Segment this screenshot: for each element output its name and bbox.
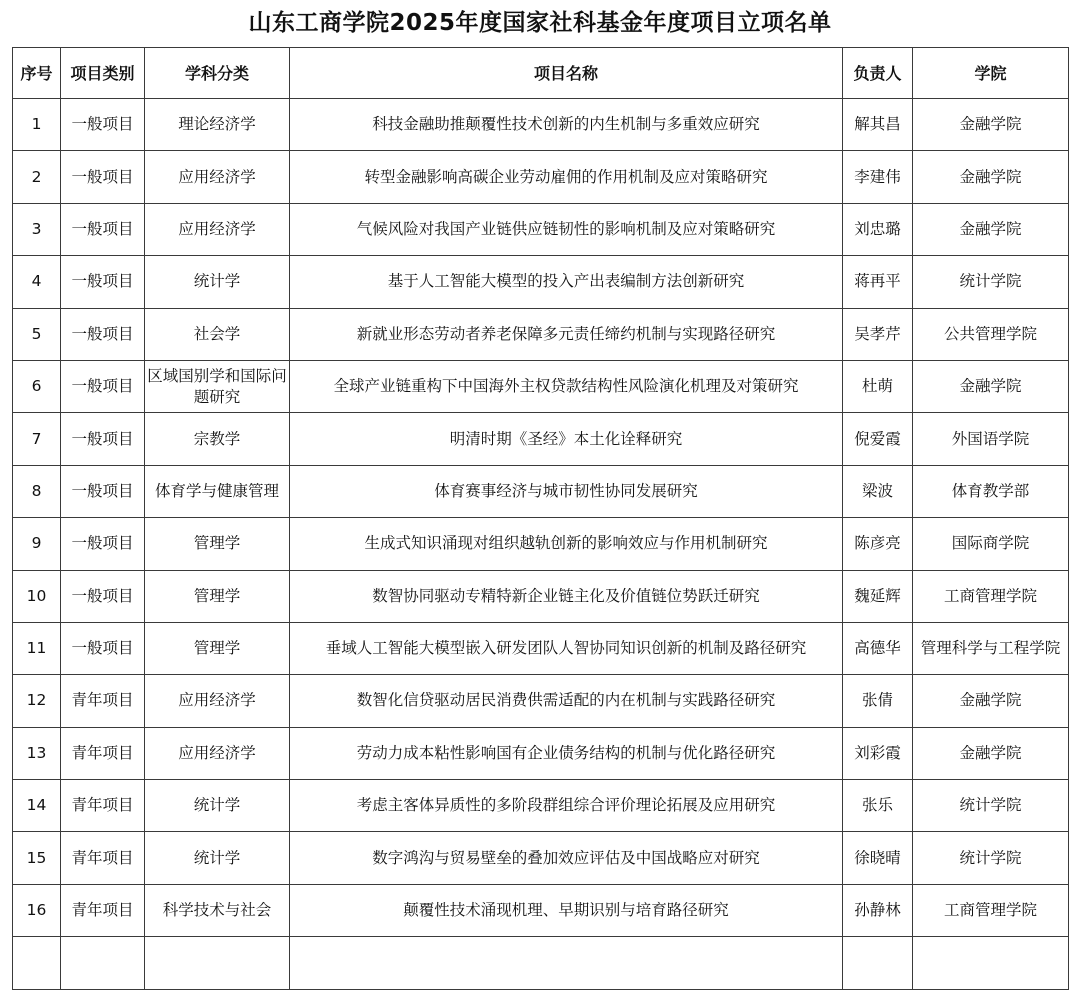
project-leader-cell: 高德华 xyxy=(843,622,913,674)
discipline-cell: 宗教学 xyxy=(145,413,290,465)
project-leader-cell: 杜萌 xyxy=(843,360,913,412)
project-category-cell: 青年项目 xyxy=(61,780,145,832)
project-leader-cell: 魏延辉 xyxy=(843,570,913,622)
college-cell: 统计学院 xyxy=(913,832,1069,884)
project-name-cell: 劳动力成本粘性影响国有企业债务结构的机制与优化路径研究 xyxy=(290,727,843,779)
project-leader-cell: 蒋再平 xyxy=(843,256,913,308)
project-leader-cell: 梁波 xyxy=(843,465,913,517)
table-row xyxy=(13,99,1069,151)
partial-cell xyxy=(13,937,61,989)
college-cell: 体育教学部 xyxy=(913,465,1069,517)
project-name-cell: 垂域人工智能大模型嵌入研发团队人智协同知识创新的机制及路径研究 xyxy=(290,622,843,674)
college-cell: 金融学院 xyxy=(913,360,1069,412)
discipline-cell: 统计学 xyxy=(145,256,290,308)
project-name-cell: 科技金融助推颠覆性技术创新的内生机制与多重效应研究 xyxy=(290,99,843,151)
table-row xyxy=(13,780,1069,832)
project-category-cell: 一般项目 xyxy=(61,360,145,412)
discipline-cell: 科学技术与社会 xyxy=(145,884,290,936)
discipline-cell: 应用经济学 xyxy=(145,675,290,727)
table-row xyxy=(13,465,1069,517)
row-number-cell: 11 xyxy=(13,622,61,674)
project-leader-cell: 张倩 xyxy=(843,675,913,727)
project-category-cell: 一般项目 xyxy=(61,151,145,203)
college-cell: 公共管理学院 xyxy=(913,308,1069,360)
discipline-cell: 管理学 xyxy=(145,570,290,622)
discipline-cell: 体育学与健康管理 xyxy=(145,465,290,517)
discipline-cell: 区域国别学和国际问题研究 xyxy=(145,360,290,412)
college-cell: 金融学院 xyxy=(913,151,1069,203)
project-category-cell: 一般项目 xyxy=(61,622,145,674)
project-leader-cell: 解其昌 xyxy=(843,99,913,151)
project-name-cell: 数智化信贷驱动居民消费供需适配的内在机制与实践路径研究 xyxy=(290,675,843,727)
table-row xyxy=(13,675,1069,727)
row-number-cell: 16 xyxy=(13,884,61,936)
partial-cell xyxy=(290,937,843,989)
row-number-cell: 7 xyxy=(13,413,61,465)
project-category-cell: 一般项目 xyxy=(61,99,145,151)
table-row xyxy=(13,151,1069,203)
project-name-cell: 体育赛事经济与城市韧性协同发展研究 xyxy=(290,465,843,517)
project-leader-cell: 张乐 xyxy=(843,780,913,832)
college-cell: 金融学院 xyxy=(913,727,1069,779)
project-category-cell: 一般项目 xyxy=(61,308,145,360)
row-number-cell: 9 xyxy=(13,518,61,570)
college-cell: 金融学院 xyxy=(913,99,1069,151)
college-cell: 管理科学与工程学院 xyxy=(913,622,1069,674)
project-leader-cell: 徐晓晴 xyxy=(843,832,913,884)
project-name-cell: 明清时期《圣经》本土化诠释研究 xyxy=(290,413,843,465)
college-cell: 外国语学院 xyxy=(913,413,1069,465)
college-cell: 金融学院 xyxy=(913,203,1069,255)
row-number-cell: 1 xyxy=(13,99,61,151)
project-leader-cell: 陈彦亮 xyxy=(843,518,913,570)
project-name-cell: 新就业形态劳动者养老保障多元责任缔约机制与实现路径研究 xyxy=(290,308,843,360)
project-name-cell: 数字鸿沟与贸易壁垒的叠加效应评估及中国战略应对研究 xyxy=(290,832,843,884)
project-category-cell: 一般项目 xyxy=(61,203,145,255)
project-leader-cell: 孙静林 xyxy=(843,884,913,936)
project-leader-cell: 刘忠璐 xyxy=(843,203,913,255)
discipline-cell: 应用经济学 xyxy=(145,151,290,203)
table-row xyxy=(13,832,1069,884)
project-category-cell: 青年项目 xyxy=(61,727,145,779)
project-name-cell: 全球产业链重构下中国海外主权贷款结构性风险演化机理及对策研究 xyxy=(290,360,843,412)
table-row xyxy=(13,727,1069,779)
discipline-cell: 统计学 xyxy=(145,780,290,832)
project-name-cell: 基于人工智能大模型的投入产出表编制方法创新研究 xyxy=(290,256,843,308)
table-row xyxy=(13,570,1069,622)
discipline-cell: 理论经济学 xyxy=(145,99,290,151)
row-number-cell: 13 xyxy=(13,727,61,779)
page-title: 山东工商学院2025年度国家社科基金年度项目立项名单 xyxy=(248,10,832,36)
table-row xyxy=(13,413,1069,465)
project-name-cell: 转型金融影响高碳企业劳动雇佣的作用机制及应对策略研究 xyxy=(290,151,843,203)
partial-cell xyxy=(843,937,913,989)
project-leader-cell: 刘彩霞 xyxy=(843,727,913,779)
table-row-partial xyxy=(13,937,1069,989)
project-leader-cell: 倪爱霞 xyxy=(843,413,913,465)
row-number-cell: 14 xyxy=(13,780,61,832)
table-row xyxy=(13,622,1069,674)
table-header-row xyxy=(13,48,1069,99)
college-cell: 统计学院 xyxy=(913,256,1069,308)
project-name-cell: 气候风险对我国产业链供应链韧性的影响机制及应对策略研究 xyxy=(290,203,843,255)
project-category-cell: 青年项目 xyxy=(61,675,145,727)
header-no: 序号 xyxy=(13,48,61,99)
college-cell: 工商管理学院 xyxy=(913,570,1069,622)
project-category-cell: 青年项目 xyxy=(61,832,145,884)
project-category-cell: 一般项目 xyxy=(61,465,145,517)
project-category-cell: 一般项目 xyxy=(61,256,145,308)
row-number-cell: 12 xyxy=(13,675,61,727)
college-cell: 统计学院 xyxy=(913,780,1069,832)
project-name-cell: 生成式知识涌现对组织越轨创新的影响效应与作用机制研究 xyxy=(290,518,843,570)
project-category-cell: 青年项目 xyxy=(61,884,145,936)
project-category-cell: 一般项目 xyxy=(61,413,145,465)
project-name-cell: 数智协同驱动专精特新企业链主化及价值链位势跃迁研究 xyxy=(290,570,843,622)
discipline-cell: 管理学 xyxy=(145,518,290,570)
project-table xyxy=(12,47,1069,990)
table-row xyxy=(13,308,1069,360)
project-leader-cell: 李建伟 xyxy=(843,151,913,203)
header-project: 项目名称 xyxy=(290,48,843,99)
row-number-cell: 3 xyxy=(13,203,61,255)
row-number-cell: 8 xyxy=(13,465,61,517)
partial-cell xyxy=(145,937,290,989)
row-number-cell: 4 xyxy=(13,256,61,308)
college-cell: 金融学院 xyxy=(913,675,1069,727)
row-number-cell: 15 xyxy=(13,832,61,884)
college-cell: 工商管理学院 xyxy=(913,884,1069,936)
discipline-cell: 统计学 xyxy=(145,832,290,884)
project-category-cell: 一般项目 xyxy=(61,518,145,570)
discipline-cell: 管理学 xyxy=(145,622,290,674)
header-leader: 负责人 xyxy=(843,48,913,99)
college-cell: 国际商学院 xyxy=(913,518,1069,570)
header-college: 学院 xyxy=(913,48,1069,99)
table-row xyxy=(13,256,1069,308)
header-category: 项目类别 xyxy=(61,48,145,99)
row-number-cell: 2 xyxy=(13,151,61,203)
project-name-cell: 考虑主客体异质性的多阶段群组综合评价理论拓展及应用研究 xyxy=(290,780,843,832)
row-number-cell: 5 xyxy=(13,308,61,360)
project-name-cell: 颠覆性技术涌现机理、早期识别与培育路径研究 xyxy=(290,884,843,936)
table-row xyxy=(13,203,1069,255)
project-category-cell: 一般项目 xyxy=(61,570,145,622)
row-number-cell: 6 xyxy=(13,360,61,412)
discipline-cell: 应用经济学 xyxy=(145,203,290,255)
project-leader-cell: 吴孝芹 xyxy=(843,308,913,360)
table-row xyxy=(13,518,1069,570)
partial-cell xyxy=(61,937,145,989)
table-row xyxy=(13,360,1069,412)
table-row xyxy=(13,884,1069,936)
discipline-cell: 社会学 xyxy=(145,308,290,360)
header-discipline: 学科分类 xyxy=(145,48,290,99)
row-number-cell: 10 xyxy=(13,570,61,622)
partial-cell xyxy=(913,937,1069,989)
discipline-cell: 应用经济学 xyxy=(145,727,290,779)
